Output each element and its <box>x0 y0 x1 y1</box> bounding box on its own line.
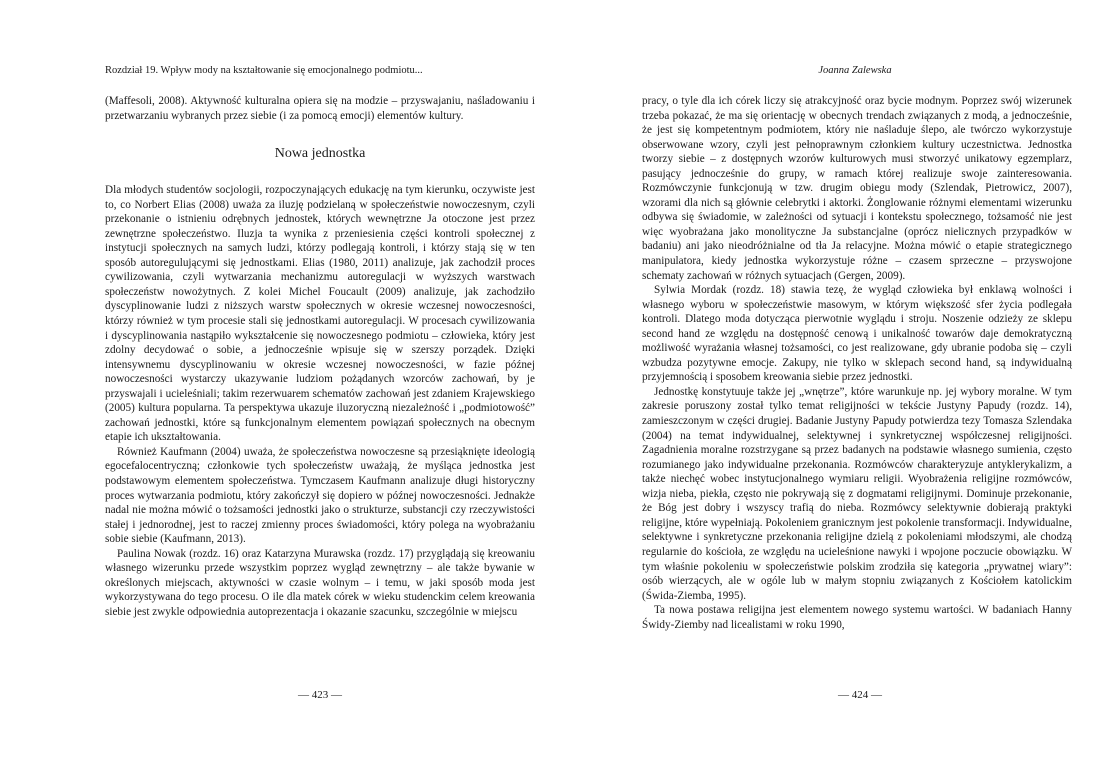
paragraph: (Maffesoli, 2008). Aktywność kulturalna opiera się na modzie – przyswajaniu, naśladowaniu i przetwarzaniu wybranych przez siebie (i za pomocą emocji) elementów kultury. <box>105 95 535 122</box>
right-page <box>630 0 1080 766</box>
right-page-body <box>642 94 1072 632</box>
paragraph: Sylwia Mordak (rozdz. 18) stawia tezę, że wygląd człowieka był enklawą wolności i własnego wyboru w społeczeństwie masowym, w którym większość sfer życia podlegała kontroli. Dlatego moda dotycząca pierwotnie wyglądu i stroju. Noszenie odzieży ze sklepu second hand ze względu na dostępność cenową i unikalność towarów daje demokratyczną możliwość wyrażania własnej tożsamości, co jest realizowane, gdy ubranie podoba się – czyli wzbudza pozytywne emocje. Zakupy, nie tylko w sklepach second hand, są indywidualną przyjemnością i sposobem kreowania siebie przez jednostki. <box>642 284 1072 384</box>
running-head-left: Rozdział 19. Wpływ mody na kształtowanie się emocjonalnego podmiotu... <box>105 65 423 76</box>
paragraph: Ta nowa postawa religijna jest elementem nowego systemu wartości. W badaniach Hanny Świdy-Ziemby nad licealistami w roku 1990, <box>642 604 1072 631</box>
section-title: Nowa jednostka <box>274 146 366 162</box>
paragraph: Dla młodych studentów socjologii, rozpoczynających edukację na tym kierunku, oczywiste jest to, co Norbert Elias (2008) uważa za iluzję podzielaną w społeczeństwie nowoczesnym, czyli przekonanie o istnieniu odrębnych jednostek, których wewnętrzne Ja otoczone jest przez zewnętrzne społeczeństwo. Iluzja ta wynika z przeniesienia części kontroli społecznej z instytucji społecznych na samych ludzi, którzy podlegają kontroli, i którzy stają się w ten sposób autoregulującymi się jednostkami. Elias (1980, 2011) analizuje, jak zachodził proces cywilizowania, czyli wytwarzania mechanizmu autoregulacji w wyższych warstwach społeczeństw nowożytnych. Z kolei Michel Foucault (2009) analizuje, jak zachodziło dyscyplinowanie ludzi z niższych warstw społecznych w okresie wczesnej nowoczesności, którzy również w tym procesie stali się jednostkami autoregulacji. W procesach cywilizowania i dyscyplinowania nastąpiło wykształcenie się nowoczesnego podmiotu – człowieka, który jest zdolny decydować o sobie, a jednocześnie wpisuje się w szerszy porządek. Dzięki intensywnemu dyscyplinowaniu w okresie wczesnej nowoczesności, w fazie późnej nowoczesności wystarczy ukazywanie ludziom pożądanych wzorców zachowań, by je przyswajali i ucieleśniali; takim rezerwuarem schematów zachowań jest zdaniem Krajewskiego (2005) kultura popularna. Ta perspektywa ukazuje iluzoryczną niezależność i „podmiotowość” zachowań jednostki, które są funkcjonalnym elementem powiązań społecznych na obecnym etapie ich ukształtowania. <box>105 184 535 444</box>
paragraph: Paulina Nowak (rozdz. 16) oraz Katarzyna Murawska (rozdz. 17) przyglądają się kreowaniu własnego wizerunku przede wszystkim poprzez wygląd zewnętrzny – ale także bywanie w określonych miejscach, aktywności w czasie wolnym – i temu, w jaki sposób moda jest wykorzystywana do tego procesu. O ile dla matek córek w wieku studenckim celem kreowania siebie jest zwykle odpowiednia autoprezentacja i okazanie szacunku, szczególnie w miejscu <box>105 547 535 618</box>
page-number-right: — 424 — <box>838 689 882 701</box>
paragraph: Również Kaufmann (2004) uważa, że społeczeństwa nowoczesne są przesiąknięte ideologią egocefalocentryczną; członkowie tych społeczeństw uważają, że myśląca jednostka jest podstawowym elementem społeczeństwa. Tymczasem Kaufmann analizuje długi historyczny proces wytwarzania podmiotu, który zakończył się dopiero w późnej nowoczesności. Jednakże nadal nie można mówić o tożsamości jednostki jako o strukturze, substancji czy rzeczywistości stałej i jednorodnej, jest to raczej zmienny proces świadomości, który polega na wyobrażaniu sobie siebie (Kaufmann, 2013). <box>105 445 535 546</box>
paragraph: pracy, o tyle dla ich córek liczy się atrakcyjność oraz bycie modnym. Poprzez swój wizerunek trzeba pokazać, że ma się orientację w obecnych trendach związanych z modą, a jednocześnie, że jest się kompetentnym podmiotem, który nie naśladuje ślepo, ale twórczo wykorzystuje obserwowane wzory, czyli jest pełnoprawnym członkiem kultury uczestnictwa. Jednostka tworzy siebie – z dostępnych wzorów kulturowych musi stworzyć unikatowy egzemplarz, pasujący jednocześnie do grupy, w ramach której realizuje swoje zainteresowania. Rozmówczynie funkcjonują w tzw. drugim obiegu mody (Szlendak, Pietrowicz, 2007), wzorami dla nich są głównie celebrytki i aktorki. Żonglowanie różnymi elementami wizerunku odbywa się świadomie, w zależności od sytuacji i kontekstu społecznego, tożsamość nie jest więc wyobrażana jako monolityczne Ja substancjalne (oprócz nielicznych przypadków w badaniu) ani jako nieodróżnialne od tła Ja relacyjne. Można mówić o etapie strategicznego manipulatora, kiedy jednostka wykorzystuje różne – czasem sprzeczne – przyswojone schematy zachowań w różnych sytuacjach (Gergen, 2009). <box>642 95 1072 282</box>
left-page-body <box>105 94 535 620</box>
running-head-right: Joanna Zalewska <box>818 65 892 76</box>
left-page <box>85 0 535 766</box>
paragraph: Jednostkę konstytuuje także jej „wnętrze”, które warunkuje np. jej wybory moralne. W tym zakresie poruszony został tylko temat religijności w tekście Justyny Papudy (rozdz. 14), zamieszczonym w części drugiej. Badanie Justyny Papudy potwierdza tezy Tomasza Szlendaka (2004) na temat indywidualnej, selektywnej i synkretycznej współczesnej religijności. Zagadnienia moralne rozstrzygane są przez badanych na podstawie własnego sumienia, często rozumianego jako indywidualne przekonania. Rozmówców charakteryzuje antyklerykalizm, a także niechęć wobec instytucjonalnego wymiaru religii. Wyobrażenia religijne rozmówców, wizja nieba, piekła, często nie pokrywają się z dogmatami religijnymi. Dominuje przekonanie, że Bóg jest dobry i wszyscy trafią do nieba. Rozmówcy selektywnie dobierają praktyki religijne, które wypełniają. Pokoleniem granicznym jest pokolenie transformacji. Indywidualne, selektywne i synkretyczne przekonania religijne dzielą z pokoleniami młodszymi, ale chodzą regularnie do kościoła, ze względu na ucieleśnione nawyki i wpojone poczucie obowiązku. W tym właśnie pokoleniu w społeczeństwie polskim zrodziła się kategoria „prywatnej wiary”: osób wierzących, ale w ogóle lub w małym stopniu związanych z Kościołem katolickim (Świda-Ziemba, 1995). <box>642 385 1072 602</box>
page-number-left: — 423 — <box>298 689 342 701</box>
